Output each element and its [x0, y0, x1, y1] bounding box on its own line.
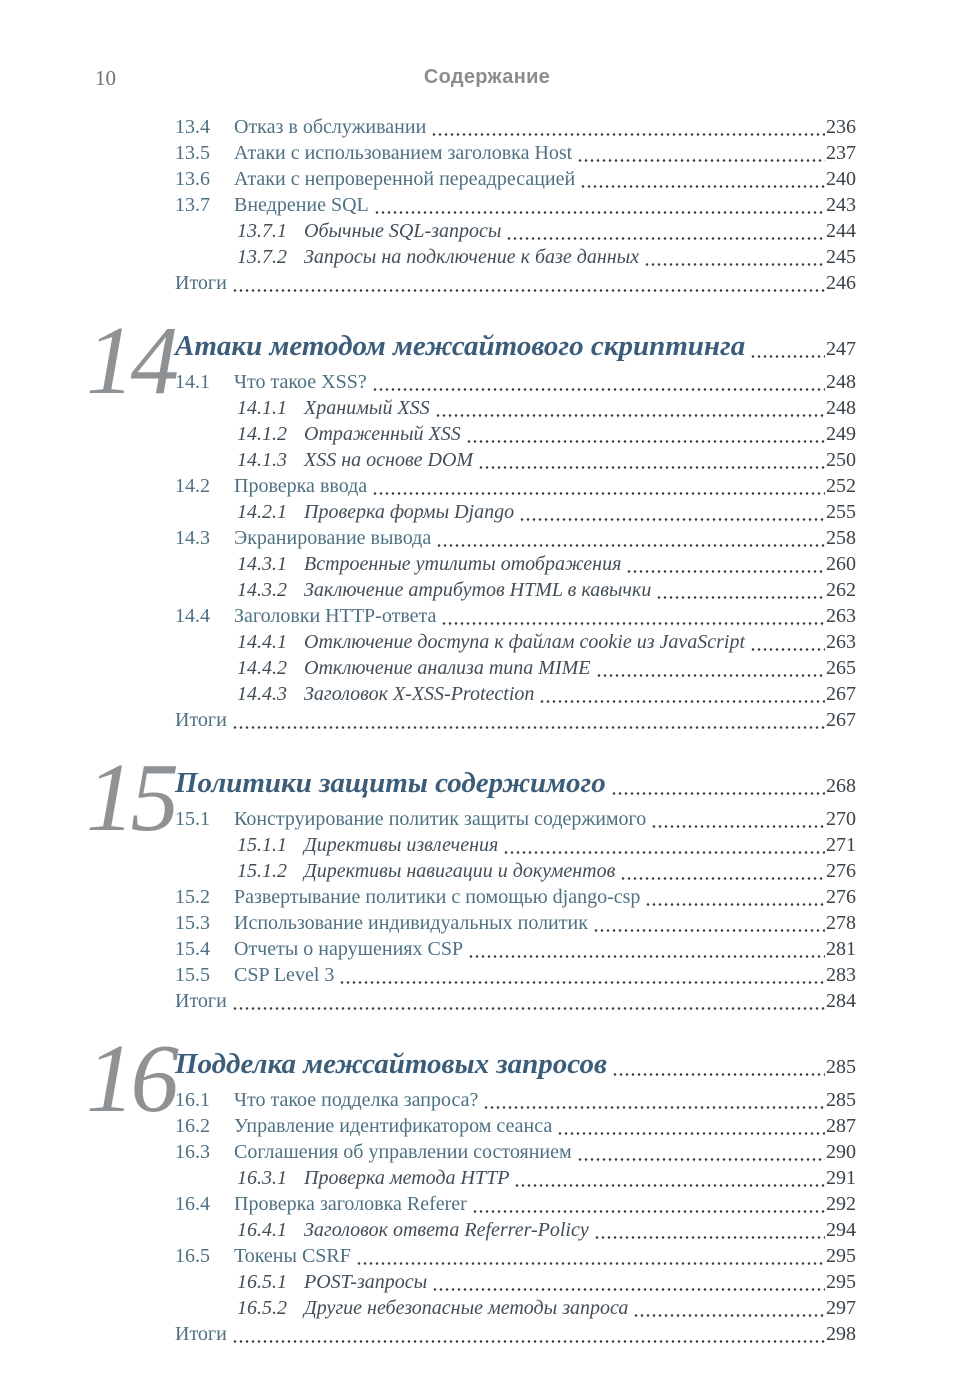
toc-entry-label: Атаки с использованием заголовка Host [234, 142, 573, 164]
toc-entry-number: 16.3 [175, 1141, 210, 1163]
chapter-heading-row [175, 762, 856, 804]
toc-entry-page-number: 278 [826, 912, 856, 934]
chapter-title: Политики защиты содержимого [175, 767, 606, 799]
toc-entry [175, 629, 856, 655]
toc-chapter-block [86, 307, 856, 733]
toc-entry-page-number: 271 [826, 834, 856, 856]
toc-entry-page-number: 258 [826, 527, 856, 549]
toc-entry-label: Проверка заголовка Referer [234, 1193, 467, 1215]
toc-entry-page-number: 297 [826, 1297, 856, 1319]
toc-chapter-block [86, 1025, 856, 1347]
toc-entry-label: Заголовок ответа Referrer-Policy [304, 1219, 589, 1241]
leader-dots [483, 1105, 825, 1110]
toc-entry-number: 14.4 [175, 605, 210, 627]
toc-entry [175, 114, 856, 140]
toc-entry-number: 15.1.1 [237, 834, 287, 856]
toc-entry-label: Заголовки HTTP-ответа [234, 605, 437, 627]
toc-entry-label: Заключение атрибутов HTML в кавычки [304, 579, 652, 601]
leader-dots [432, 1287, 825, 1292]
toc-chapter-block [86, 744, 856, 1014]
toc-entry-page-number: 236 [826, 116, 856, 138]
leader-dots [750, 354, 825, 359]
leader-dots [356, 1261, 825, 1266]
leader-dots [596, 673, 825, 678]
toc-entry-page-number: 291 [826, 1167, 856, 1189]
toc-entry-number: 16.4 [175, 1193, 210, 1215]
chapter-page-number: 268 [826, 775, 856, 797]
toc-entry [175, 1113, 856, 1139]
toc-entry-number: 14.4.2 [237, 657, 287, 679]
leader-dots [620, 876, 825, 881]
toc-entry-number: 15.1 [175, 808, 210, 830]
toc-entry [175, 192, 856, 218]
toc-entry-page-number: 295 [826, 1245, 856, 1267]
toc-entry [175, 499, 856, 525]
toc-entry-label: Итоги [175, 1323, 227, 1345]
leader-dots [626, 569, 825, 574]
toc-entry-label: Атаки с непроверенной переадресацией [234, 168, 576, 190]
leader-dots [506, 236, 825, 241]
toc-entry-label: Итоги [175, 272, 227, 294]
toc-entry [175, 270, 856, 296]
leader-dots [557, 1131, 825, 1136]
toc-entry [175, 707, 856, 733]
toc-entry-page-number: 240 [826, 168, 856, 190]
toc-entry-label: Экранирование вывода [234, 527, 432, 549]
toc-entry [175, 1321, 856, 1347]
toc-entry-page-number: 263 [826, 631, 856, 653]
toc-entry [175, 681, 856, 707]
chapter-title: Атаки методом межсайтового скриптинга [175, 330, 746, 362]
chapter-numeral: 16 [86, 1025, 175, 1132]
leader-dots [577, 1157, 825, 1162]
leader-dots [372, 387, 825, 392]
leader-dots [594, 1235, 825, 1240]
toc-entry [175, 988, 856, 1014]
toc-entry [175, 1139, 856, 1165]
toc-entry-label: Использование индивидуальных политик [234, 912, 588, 934]
toc-entry-page-number: 267 [826, 709, 856, 731]
toc-entry-page-number: 267 [826, 683, 856, 705]
toc-entry-label: Проверка формы Django [304, 501, 515, 523]
toc-entry [175, 447, 856, 473]
leader-dots [232, 288, 825, 293]
toc-entry-label: Директивы навигации и документов [304, 860, 616, 882]
leader-dots [472, 1209, 825, 1214]
toc-entry-page-number: 252 [826, 475, 856, 497]
toc-entry-label: Управление идентификатором сеанса [234, 1115, 553, 1137]
leader-dots [612, 1072, 825, 1077]
toc-entry [175, 603, 856, 629]
toc-entry-label: Развертывание политики с помощью django-csp [234, 886, 641, 908]
leader-dots [519, 517, 825, 522]
toc-entry-label: Хранимый XSS [304, 397, 430, 419]
leader-dots [539, 699, 825, 704]
toc-entry [175, 910, 856, 936]
toc-entry-page-number: 248 [826, 397, 856, 419]
toc-entry-page-number: 250 [826, 449, 856, 471]
toc-entry-number: 13.7.2 [237, 246, 287, 268]
toc-entry [175, 832, 856, 858]
toc-entry [175, 1269, 856, 1295]
toc-entry-page-number: 243 [826, 194, 856, 216]
toc-entry [175, 1295, 856, 1321]
toc-entry-page-number: 244 [826, 220, 856, 242]
folio-page-number: 10 [95, 66, 116, 90]
leader-dots [503, 850, 825, 855]
leader-dots [436, 543, 825, 548]
leader-dots [468, 954, 825, 959]
toc-entry-number: 14.4.3 [237, 683, 287, 705]
toc-entry-page-number: 248 [826, 371, 856, 393]
toc-entry-number: 14.1.1 [237, 397, 287, 419]
running-head-title: Содержание [423, 66, 551, 88]
toc-entry [175, 936, 856, 962]
toc-entry-number: 13.5 [175, 142, 210, 164]
toc-entry-number: 14.3.2 [237, 579, 287, 601]
toc-entry-page-number: 285 [826, 1089, 856, 1111]
toc-entry-number: 14.3 [175, 527, 210, 549]
toc-entry [175, 395, 856, 421]
toc-entry-page-number: 295 [826, 1271, 856, 1293]
toc-entry-label: CSP Level 3 [234, 964, 335, 986]
toc-entry-number: 15.1.2 [237, 860, 287, 882]
toc-entry-number: 14.2.1 [237, 501, 287, 523]
leader-dots [435, 413, 825, 418]
toc-entry-number: 13.7.1 [237, 220, 287, 242]
leader-dots [644, 262, 825, 267]
toc-entry-label: Директивы извлечения [304, 834, 499, 856]
toc-entry-number: 15.3 [175, 912, 210, 934]
toc-entry-label: Соглашения об управлении состоянием [234, 1141, 572, 1163]
toc-chapter-block [175, 114, 856, 296]
toc-entry-number: 16.3.1 [237, 1167, 287, 1189]
toc-entry [175, 218, 856, 244]
leader-dots [514, 1183, 825, 1188]
chapter-title: Подделка межсайтовых запросов [175, 1048, 607, 1080]
leader-dots [580, 184, 825, 189]
toc-entry [175, 1191, 856, 1217]
toc-entry-page-number: 283 [826, 964, 856, 986]
toc-entry [175, 655, 856, 681]
leader-dots [374, 210, 825, 215]
toc-entry [175, 421, 856, 447]
toc-entry-label: Итоги [175, 990, 227, 1012]
toc-entry-number: 14.2 [175, 475, 210, 497]
toc-entry [175, 1087, 856, 1113]
toc-entry [175, 551, 856, 577]
leader-dots [645, 902, 825, 907]
toc-entry-label: Конструирование политик защиты содержимого [234, 808, 647, 830]
toc-entry-label: Что такое XSS? [234, 371, 367, 393]
toc-entry-label: XSS на основе DOM [304, 449, 474, 471]
toc-entry-number: 16.5 [175, 1245, 210, 1267]
toc-entry-label: Отключение анализа типа MIME [304, 657, 591, 679]
chapter-heading-row [175, 325, 856, 367]
leader-dots [232, 1006, 825, 1011]
chapter-numeral: 14 [86, 307, 175, 414]
toc-entry [175, 577, 856, 603]
toc-entry-page-number: 294 [826, 1219, 856, 1241]
toc-entry [175, 858, 856, 884]
toc-entry [175, 166, 856, 192]
leader-dots [656, 595, 825, 600]
leader-dots [750, 647, 825, 652]
leader-dots [441, 621, 825, 626]
toc-entry-page-number: 263 [826, 605, 856, 627]
toc-entry [175, 1217, 856, 1243]
toc-entry-label: Другие небезопасные методы запроса [304, 1297, 629, 1319]
toc-entry-label: Обычные SQL-запросы [304, 220, 502, 242]
toc-entry-page-number: 255 [826, 501, 856, 523]
toc-entry-page-number: 290 [826, 1141, 856, 1163]
toc-entry-page-number: 287 [826, 1115, 856, 1137]
toc-entry-page-number: 276 [826, 886, 856, 908]
chapter-page-number: 247 [826, 338, 856, 360]
toc-entry-page-number: 237 [826, 142, 856, 164]
toc-entry-page-number: 262 [826, 579, 856, 601]
chapter-heading-row [175, 1043, 856, 1085]
toc-entry-number: 14.1.3 [237, 449, 287, 471]
toc-entry [175, 962, 856, 988]
toc-entry [175, 244, 856, 270]
toc-entry-number: 16.5.1 [237, 1271, 287, 1293]
toc-entry-number: 15.4 [175, 938, 210, 960]
toc-entry-label: Внедрение SQL [234, 194, 369, 216]
chapter-numeral: 15 [86, 744, 175, 851]
toc-entry-number: 15.2 [175, 886, 210, 908]
toc-entry-page-number: 298 [826, 1323, 856, 1345]
toc-entry-number: 13.4 [175, 116, 210, 138]
toc-entry-page-number: 249 [826, 423, 856, 445]
leader-dots [339, 980, 825, 985]
toc-entry-label: Проверка метода HTTP [304, 1167, 510, 1189]
toc-entry-number: 13.6 [175, 168, 210, 190]
toc-entry-number: 16.5.2 [237, 1297, 287, 1319]
toc-entry-number: 14.4.1 [237, 631, 287, 653]
leader-dots [232, 1339, 825, 1344]
toc-entry-number: 15.5 [175, 964, 210, 986]
toc-entry [175, 369, 856, 395]
toc-entry-label: Встроенные утилиты отображения [304, 553, 622, 575]
toc-entry-number: 14.3.1 [237, 553, 287, 575]
toc-entry-number: 16.1 [175, 1089, 210, 1111]
leader-dots [651, 824, 825, 829]
toc-entry-number: 14.1 [175, 371, 210, 393]
leader-dots [232, 725, 825, 730]
toc-entry-page-number: 265 [826, 657, 856, 679]
toc-entry-number: 16.2 [175, 1115, 210, 1137]
page-header [95, 66, 879, 92]
toc-entry [175, 525, 856, 551]
toc-entry-page-number: 276 [826, 860, 856, 882]
toc-entry-label: Отраженный XSS [304, 423, 461, 445]
toc-entry-number: 16.4.1 [237, 1219, 287, 1241]
leader-dots [577, 158, 825, 163]
toc-entry-number: 14.1.2 [237, 423, 287, 445]
toc-entry-label: Что такое подделка запроса? [234, 1089, 479, 1111]
toc-entry [175, 884, 856, 910]
toc-entry-label: Отказ в обслуживании [234, 116, 427, 138]
toc-entry-label: Отключение доступа к файлам cookie из JavaScript [304, 631, 746, 653]
toc-entry-label: Запросы на подключение к базе данных [304, 246, 640, 268]
toc-entry-page-number: 260 [826, 553, 856, 575]
toc-entry-label: POST-запросы [304, 1271, 428, 1293]
leader-dots [372, 491, 825, 496]
toc-entry [175, 1165, 856, 1191]
toc-entry-page-number: 270 [826, 808, 856, 830]
leader-dots [593, 928, 825, 933]
toc-entry-label: Токены CSRF [234, 1245, 351, 1267]
leader-dots [431, 132, 825, 137]
leader-dots [466, 439, 825, 444]
toc-entry [175, 1243, 856, 1269]
toc-entry-page-number: 245 [826, 246, 856, 268]
toc-entry-label: Проверка ввода [234, 475, 368, 497]
toc-entry-label: Заголовок X-XSS-Protection [304, 683, 535, 705]
toc-entry [175, 806, 856, 832]
toc-entry [175, 473, 856, 499]
toc-entry [175, 140, 856, 166]
toc-entry-label: Итоги [175, 709, 227, 731]
toc-entry-page-number: 284 [826, 990, 856, 1012]
toc-entry-label: Отчеты о нарушениях CSP [234, 938, 464, 960]
leader-dots [611, 791, 825, 796]
leader-dots [478, 465, 825, 470]
toc-entry-page-number: 292 [826, 1193, 856, 1215]
toc-entry-number: 13.7 [175, 194, 210, 216]
toc-entry-page-number: 246 [826, 272, 856, 294]
table-of-contents [86, 114, 856, 1347]
toc-entry-page-number: 281 [826, 938, 856, 960]
leader-dots [633, 1313, 825, 1318]
chapter-page-number: 285 [826, 1056, 856, 1078]
